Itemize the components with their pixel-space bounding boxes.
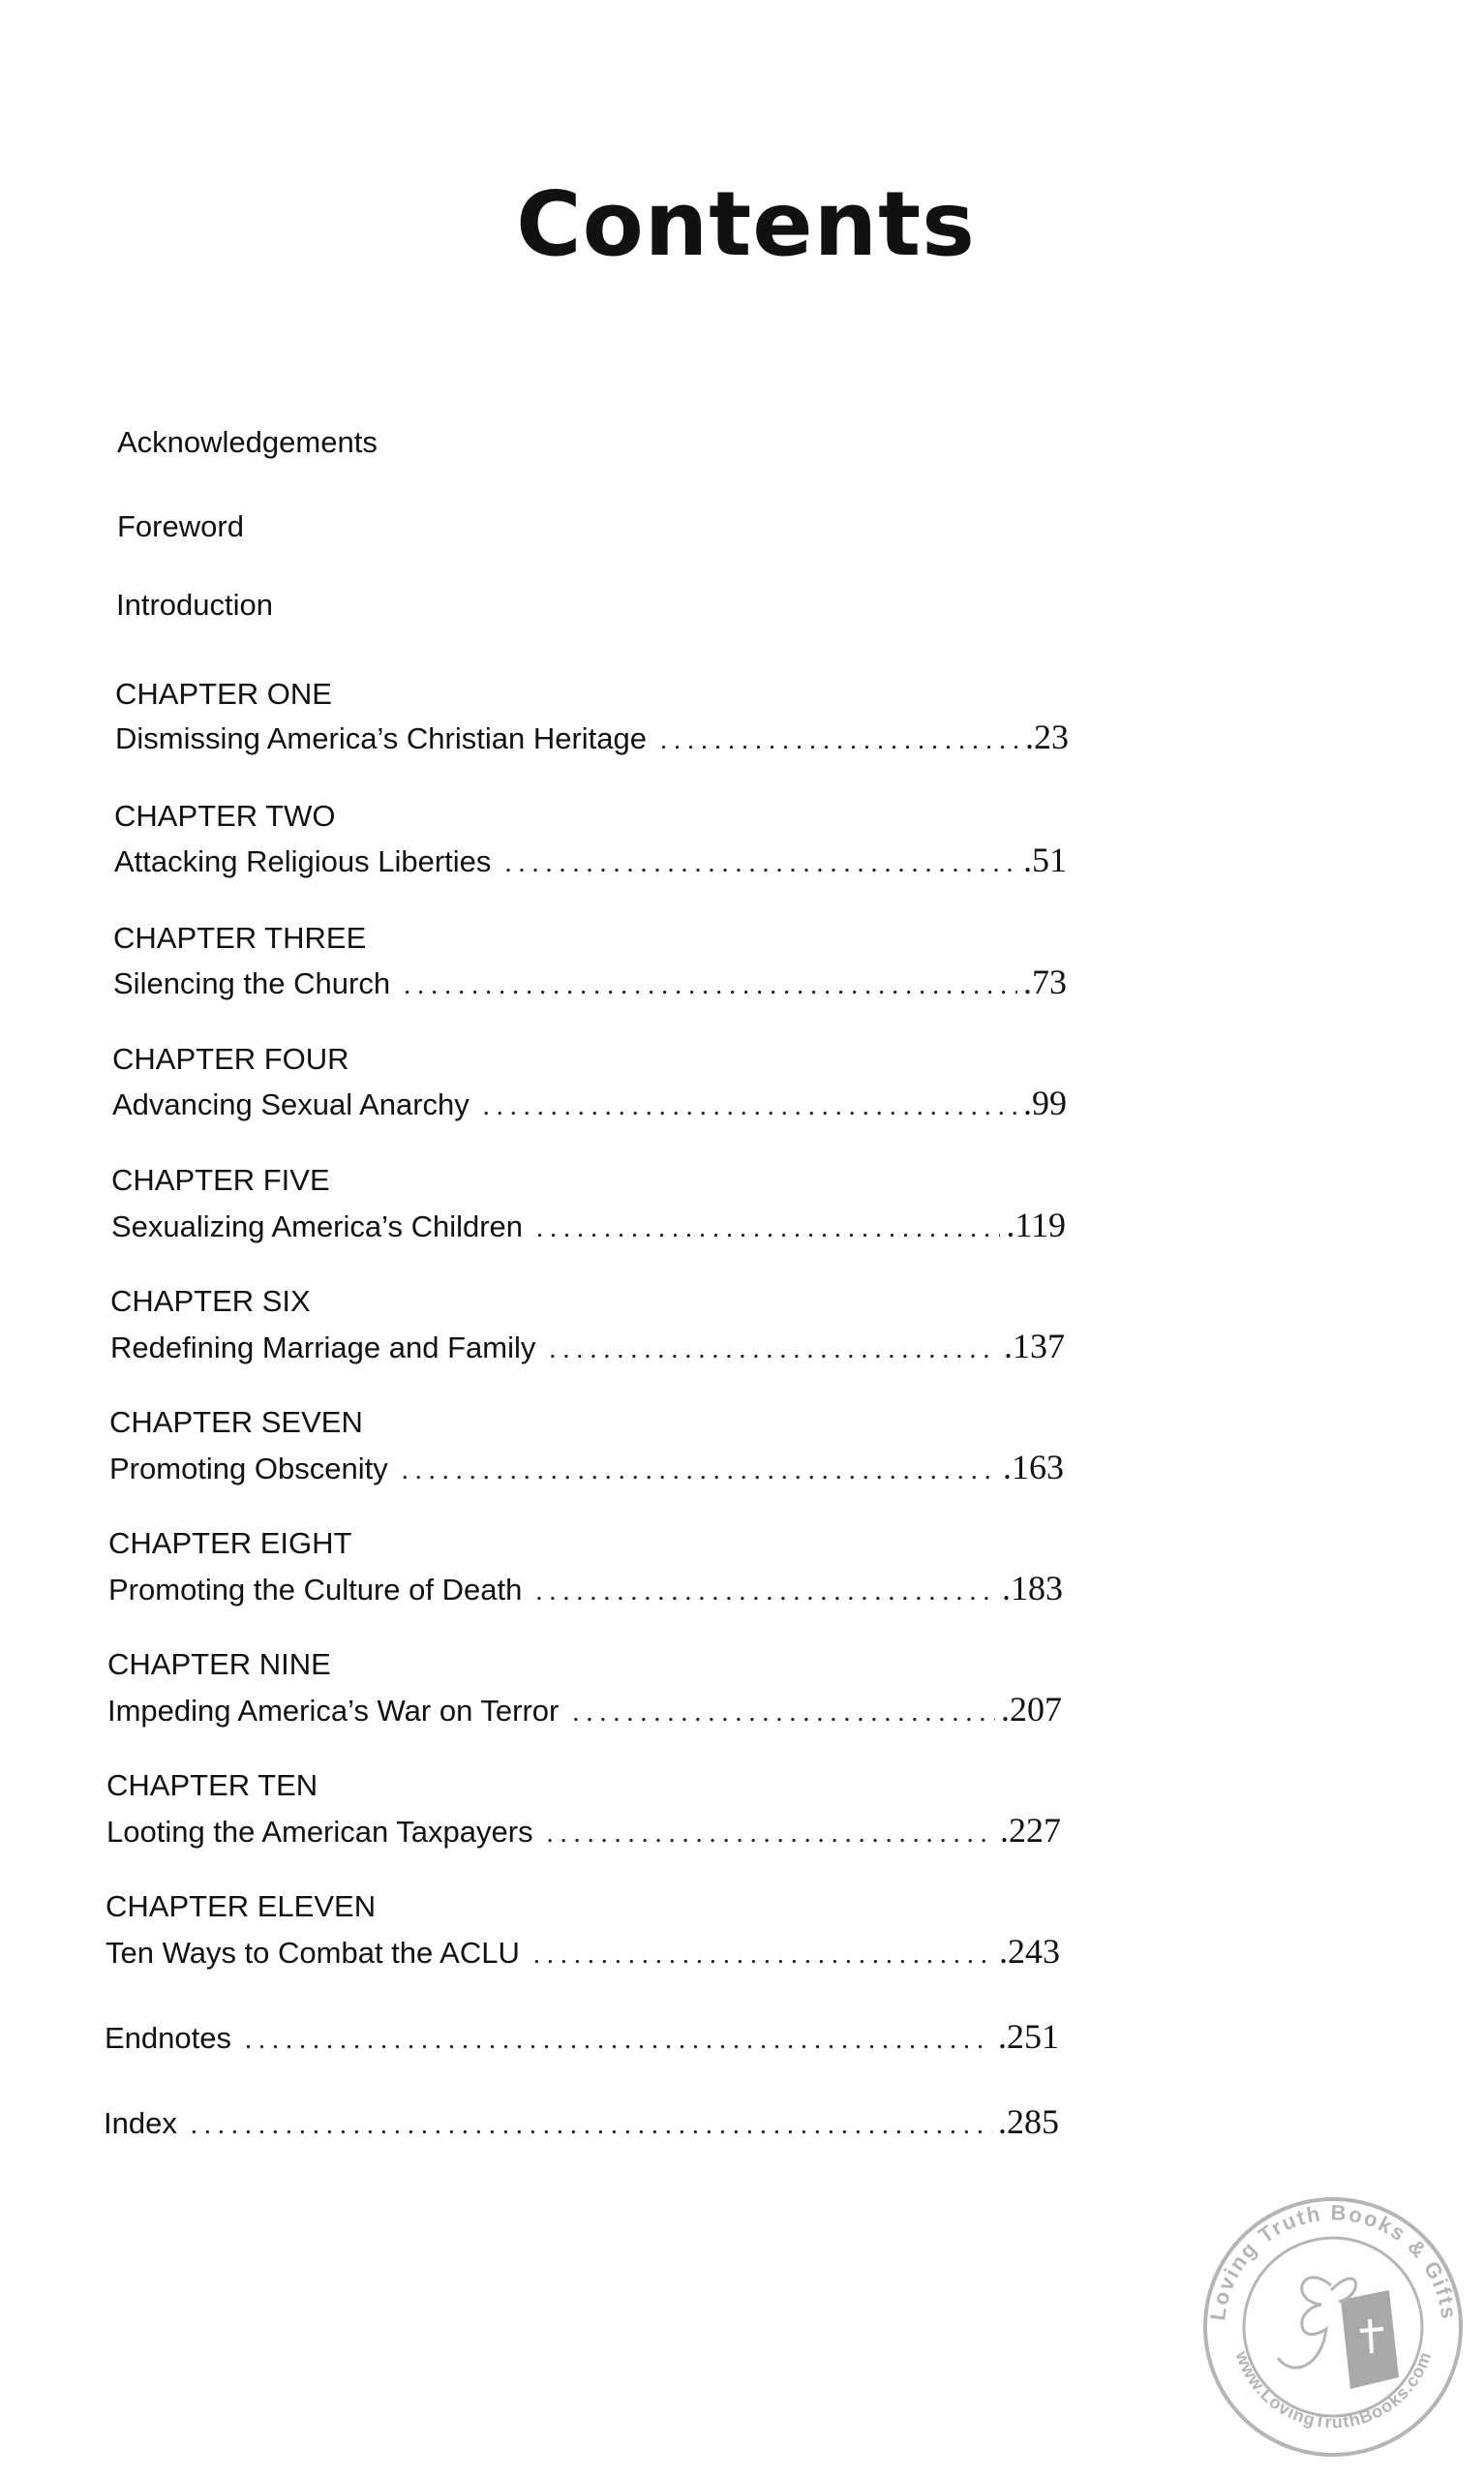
page-number: .243 bbox=[999, 1932, 1060, 1971]
chapter-label: CHAPTER SEVEN bbox=[109, 1405, 363, 1439]
dot-leader bbox=[402, 1452, 997, 1490]
page-number: .207 bbox=[1001, 1690, 1062, 1729]
dot-leader bbox=[191, 2106, 992, 2145]
dot-leader bbox=[572, 1694, 995, 1732]
chapter-label: CHAPTER EIGHT bbox=[108, 1526, 352, 1560]
page-number: .99 bbox=[1023, 1084, 1067, 1122]
toc-acknowledgements: Acknowledgements bbox=[117, 425, 378, 459]
page-number: .183 bbox=[1002, 1569, 1063, 1607]
dot-leader bbox=[245, 2021, 992, 2060]
index-title: Index bbox=[104, 2106, 177, 2140]
dot-leader bbox=[549, 1331, 998, 1369]
page-number: .119 bbox=[1006, 1206, 1066, 1244]
toc-introduction: Introduction bbox=[116, 588, 273, 622]
chapter-title: Promoting Obscenity bbox=[109, 1452, 388, 1485]
dot-leader bbox=[536, 1209, 1000, 1248]
chapter-label: CHAPTER SIX bbox=[110, 1284, 311, 1318]
chapter-title: Silencing the Church bbox=[113, 966, 391, 1000]
chapter-title: Sexualizing America’s Children bbox=[111, 1209, 524, 1243]
toc-row bbox=[115, 718, 1069, 760]
toc-row bbox=[109, 1448, 1064, 1490]
chapter-label: CHAPTER NINE bbox=[107, 1647, 331, 1681]
chapter-label: CHAPTER TWO bbox=[114, 799, 336, 833]
page-number: .163 bbox=[1003, 1448, 1064, 1486]
dot-leader bbox=[483, 1087, 1017, 1126]
dot-leader bbox=[504, 844, 1017, 883]
dot-leader bbox=[660, 721, 1019, 760]
svg-text:Loving Truth Books & Gifts: Loving Truth Books & Gifts bbox=[1205, 2200, 1462, 2322]
page-number: .285 bbox=[998, 2102, 1059, 2141]
toc-row bbox=[114, 841, 1067, 883]
toc-row bbox=[107, 1690, 1062, 1732]
toc-row bbox=[111, 1206, 1066, 1248]
chapter-label: CHAPTER FOUR bbox=[112, 1042, 349, 1076]
page-title: Contents bbox=[516, 172, 976, 276]
chapter-title: Advancing Sexual Anarchy bbox=[112, 1087, 469, 1121]
chapter-label: CHAPTER FIVE bbox=[111, 1163, 330, 1197]
dot-leader bbox=[533, 1936, 993, 1974]
page-number: .251 bbox=[998, 2017, 1059, 2056]
chapter-label: CHAPTER THREE bbox=[113, 921, 367, 955]
dot-leader bbox=[404, 966, 1017, 1005]
page-number: .137 bbox=[1004, 1327, 1065, 1365]
page-number: .73 bbox=[1023, 963, 1067, 1001]
chapter-title: Dismissing America’s Christian Heritage bbox=[115, 721, 647, 755]
chapter-title: Looting the American Taxpayers bbox=[106, 1815, 533, 1849]
toc-row bbox=[112, 1084, 1067, 1126]
watermark-stamp bbox=[1196, 2184, 1471, 2460]
chapter-title: Attacking Religious Liberties bbox=[114, 844, 492, 878]
toc-row bbox=[106, 1811, 1061, 1853]
endnotes-title: Endnotes bbox=[105, 2021, 231, 2055]
page-number: .23 bbox=[1025, 718, 1069, 756]
toc-row bbox=[113, 963, 1067, 1005]
chapter-title: Redefining Marriage and Family bbox=[110, 1331, 536, 1364]
toc-row bbox=[106, 1932, 1060, 1974]
toc-row bbox=[108, 1569, 1063, 1611]
chapter-label: CHAPTER TEN bbox=[106, 1768, 318, 1802]
chapter-title: Impeding America’s War on Terror bbox=[107, 1694, 560, 1728]
svg-text:www.LovingTruthBooks.com: www.LovingTruthBooks.com bbox=[1231, 2348, 1436, 2433]
dot-leader bbox=[535, 1573, 996, 1611]
toc-row-endnotes bbox=[105, 2017, 1059, 2060]
chapter-title: Promoting the Culture of Death bbox=[108, 1573, 523, 1607]
chapter-title: Ten Ways to Combat the ACLU bbox=[106, 1936, 520, 1970]
chapter-label: CHAPTER ELEVEN bbox=[106, 1889, 377, 1923]
toc-row-index bbox=[104, 2102, 1059, 2145]
dot-leader bbox=[547, 1815, 994, 1853]
page-number: .227 bbox=[1000, 1811, 1061, 1850]
toc-foreword: Foreword bbox=[117, 509, 244, 543]
page-number: .51 bbox=[1023, 841, 1067, 879]
toc-row bbox=[110, 1327, 1065, 1369]
bible-gift-ribbon-icon bbox=[1278, 2278, 1399, 2389]
chapter-label: CHAPTER ONE bbox=[115, 677, 332, 711]
